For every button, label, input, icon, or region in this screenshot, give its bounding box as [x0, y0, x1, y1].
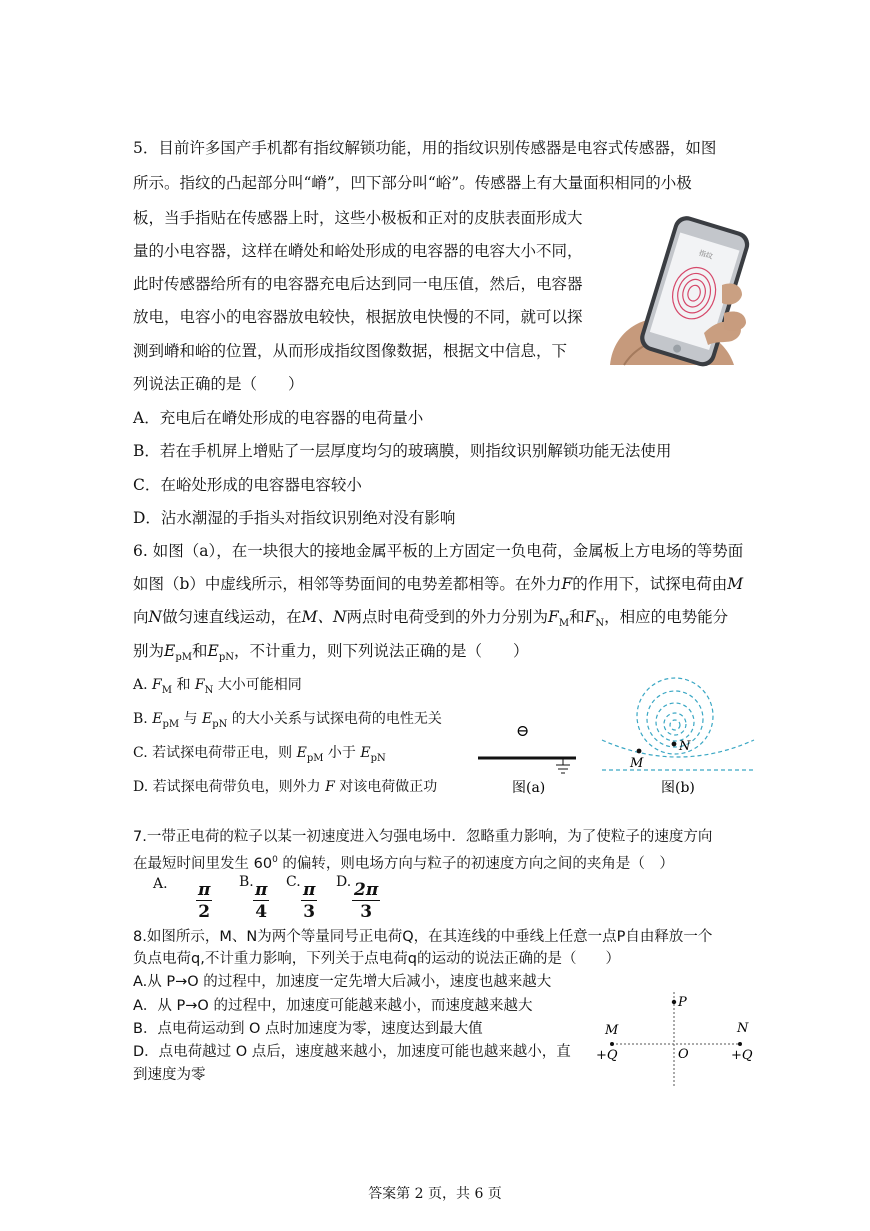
q6-text-line: 6. 如图（a），在一块很大的接地金属平板的上方固定一负电荷，金属板上方电场的等势面: [133, 542, 744, 560]
q8-text-line: 负点电荷q,不计重力影响，下列关于点电荷q的运动的说法正确的是（ ）: [133, 951, 621, 967]
q5-text-line: 测到嵴和峪的位置，从而形成指纹图像数据，根据文中信息，下: [133, 342, 568, 360]
negative-charge-icon: ⊖: [516, 721, 530, 740]
q6-option-b: B. $E_{pM}$ 与 $E_{pN}$ 的大小关系与试探电荷的电性无关: [133, 711, 442, 730]
q8-point-o: O: [678, 1047, 689, 1062]
q8-option-continuation: 到速度为零: [133, 1067, 206, 1083]
q7-option-c-label: C.: [286, 874, 301, 890]
q6-text-line: 别为$E_{pM}$和$E_{pN}$，不计重力，则下列说法正确的是（ ）: [133, 642, 529, 664]
q5-option-c: C．在峪处形成的电容器电容较小: [133, 476, 362, 494]
page-footer: 答案第 2 页，共 6 页: [368, 1186, 502, 1202]
q7-option-a-label: A.: [153, 876, 168, 892]
q7-option-b-fraction: $\frac{\pi}{4}$: [255, 880, 268, 922]
q5-text-line: 放电，电容小的电容器放电较快，根据放电快慢的不同，就可以探: [133, 308, 583, 326]
q8-option: A．从 P→O 的过程中，加速度可能越来越小，而速度越来越大: [133, 998, 533, 1014]
q8-point-n: N: [737, 1021, 749, 1036]
q8-charge-right: +Q: [731, 1048, 753, 1063]
q7-text-line: 7.一带正电荷的粒子以某一初速度进入匀强电场中．忽略重力影响，为了使粒子的速度方向: [133, 829, 713, 845]
q8-point-m: M: [605, 1023, 619, 1038]
q5-text-line: 量的小电容器，这样在嵴处和峪处形成的电容器的电容大小不同，: [133, 242, 583, 260]
q8-charge-left: +Q: [596, 1048, 618, 1063]
q6-option-c: C. 若试探电荷带正电，则 $E_{pM}$ 小于 $E_{pN}$: [133, 745, 386, 764]
q6-text-line: 如图（b）中虚线所示，相邻等势面间的电势差都相等。在外力F的作用下，试探电荷由M: [133, 575, 744, 593]
q8-figure-diagram: [592, 990, 762, 1090]
figure-b-diagram: [598, 674, 758, 800]
q7-text-line: 在最短时间里发生 $60^0$ 的偏转，则电场方向与粒子的初速度方向之间的夹角是（ ）: [133, 855, 674, 872]
q5-text-line: 板，当手指贴在传感器上时，这些小极板和正对的皮肤表面形成大: [133, 209, 583, 227]
q5-option-a: A．充电后在嵴处形成的电容器的电荷量小: [133, 409, 424, 427]
q6-option-a: A. $F_M$ 和 $F_N$ 大小可能相同: [133, 677, 302, 696]
q8-point-p: P: [678, 995, 687, 1010]
figure-b-label: 图(b): [661, 780, 695, 796]
q5-text-line: 5．目前许多国产手机都有指纹解锁功能，用的指纹识别传感器是电容式传感器，如图: [133, 139, 717, 157]
q7-option-d-label: D.: [336, 874, 352, 890]
q8-option: A.从 P→O 的过程中，加速度一定先增大后减小，速度也越来越大: [133, 974, 552, 990]
q7-option-a-fraction: $\frac{\pi}{2}$: [198, 880, 211, 922]
q7-option-c-fraction: $\frac{\pi}{3}$: [303, 880, 316, 922]
fingerprint-phone-image: [604, 215, 764, 370]
q5-text-line: 列说法正确的是（ ）: [133, 375, 304, 393]
figure-b-point-m: M: [630, 756, 644, 771]
figure-b-point-n: N: [679, 739, 691, 754]
q5-text-line: 此时传感器给所有的电容器充电后达到同一电压值，然后，电容器: [133, 275, 583, 293]
q7-option-b-label: B.: [239, 874, 254, 890]
q6-option-d: D. 若试探电荷带负电，则外力 F 对该电荷做正功: [133, 779, 438, 795]
q7-option-d-fraction: $\frac{2\pi}{3}$: [354, 880, 379, 922]
q8-option: D．点电荷越过 O 点后，速度越来越小，加速度可能也越来越小，直: [133, 1044, 571, 1060]
q8-text-line: 8.如图所示，M、N为两个等量同号正电荷Q，在其连线的中垂线上任意一点P自由释放一个: [133, 929, 713, 945]
q5-text-line: 所示。指纹的凸起部分叫“嵴”，凹下部分叫“峪”。传感器上有大量面积相同的小极: [133, 174, 692, 192]
q5-option-b: B．若在手机屏上增贴了一层厚度均匀的玻璃膜，则指纹识别解锁功能无法使用: [133, 442, 672, 460]
phone-screen-text: 指纹: [697, 249, 714, 261]
q6-text-line: 向N做匀速直线运动，在M、N两点时电荷受到的外力分别为$F_M$和$F_N$，相应的电势能分: [133, 608, 729, 630]
figure-a-label: 图(a): [512, 780, 546, 796]
q8-option: B．点电荷运动到 O 点时加速度为零，速度达到最大值: [133, 1021, 483, 1037]
figure-a-diagram: [470, 715, 590, 800]
q5-option-d: D．沾水潮湿的手指头对指纹识别绝对没有影响: [133, 509, 456, 527]
